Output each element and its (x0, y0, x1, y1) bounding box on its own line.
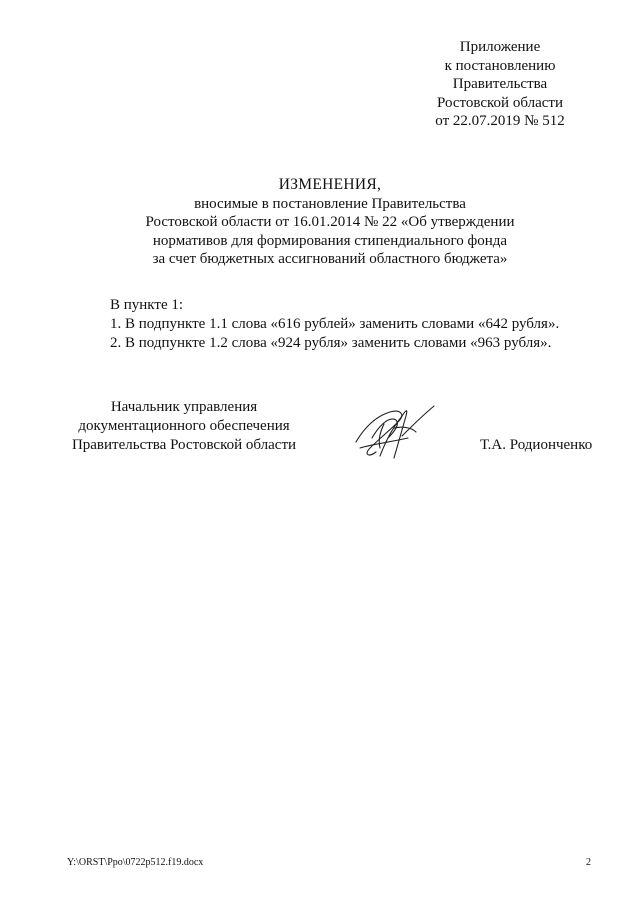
appendix-line: Правительства (452, 76, 548, 92)
heading-line: Ростовской области от 16.01.2014 № 22 «Об утверждении (145, 214, 515, 230)
heading-line: за счет бюджетных ассигнований областного бюджета» (152, 251, 508, 267)
heading-line: вносимые в постановление Правительства (194, 195, 466, 212)
heading-line: нормативов для формирования стипендиального фонда (152, 232, 508, 249)
footer-file-path: Y:\ORST\Ppo\0722p512.f19.docx (67, 857, 204, 868)
position-line: документационного обеспечения (78, 418, 290, 434)
signatory-name: Т.А. Родионченко (480, 437, 593, 453)
document-body (110, 296, 610, 353)
amendment-item: 2. В подпункте 1.2 слова «924 рубля» заменить словами «963 рубля». (110, 335, 552, 351)
body-intro: В пункте 1: (110, 297, 184, 313)
position-line: Начальник управления (110, 399, 258, 415)
appendix-line: от 22.07.2019 № 512 (435, 113, 565, 129)
signatory-position (64, 398, 304, 455)
document-heading (80, 176, 580, 269)
appendix-header (400, 38, 600, 131)
position-line: Правительства Ростовской области (71, 437, 297, 453)
amendment-item: 1. В подпункте 1.1 слова «616 рублей» заменить словами «642 рубля». (110, 316, 560, 332)
appendix-line: Ростовской области (437, 94, 563, 111)
handwritten-signature (350, 398, 440, 468)
page-number: 2 (586, 857, 591, 868)
appendix-line: к постановлению (444, 57, 556, 74)
appendix-line: Приложение (459, 39, 541, 55)
document-title: ИЗМЕНЕНИЯ, (278, 176, 382, 193)
